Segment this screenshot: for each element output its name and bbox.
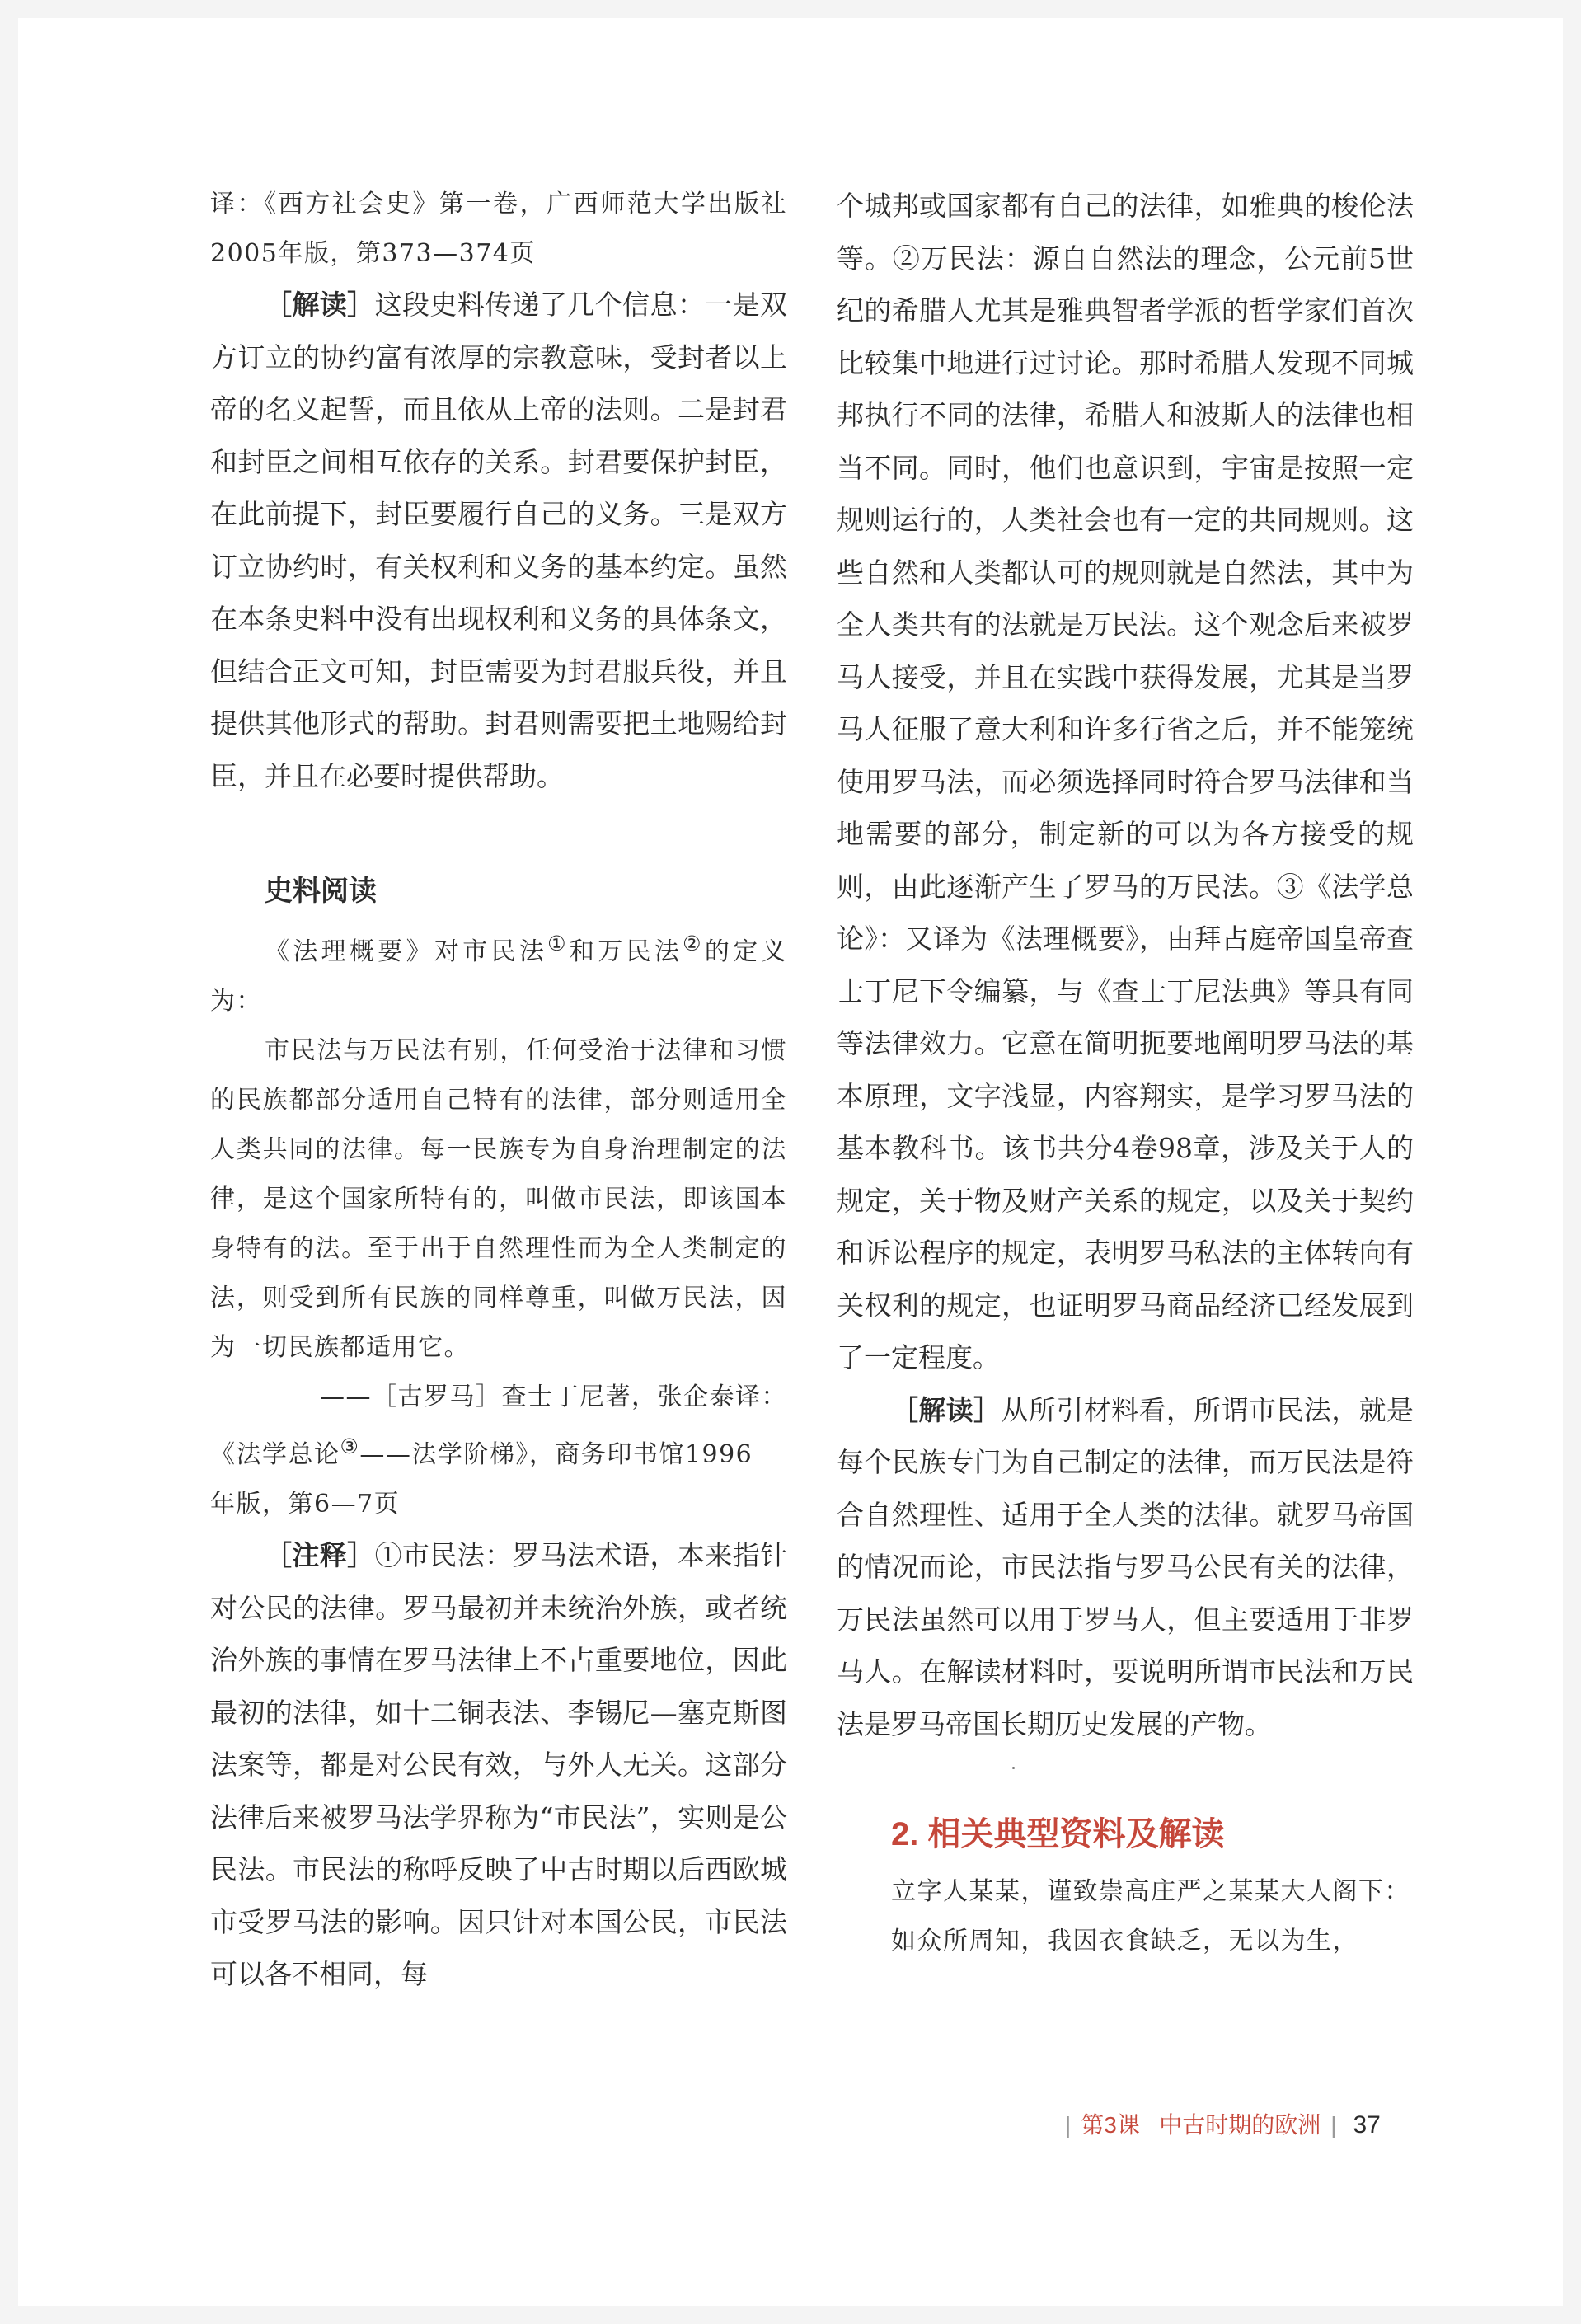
reading-intro <box>210 919 787 1026</box>
footer-lesson: 第3课 <box>1081 2112 1140 2138</box>
interpretation-text: 从所引材料看，所谓市民法，就是每个民族专门为自己制定的法律，而万民法是符合自然理性、适用于全人类的法律。就罗马帝国的情况而论，市民法指与罗马公民有关的法律，万民法虽然可以用于罗马人，但主要适用于非罗马人。在解读材料时，要说明所谓市民法和万民法是罗马帝国长期历史发展的产物。 <box>837 1393 1414 1740</box>
source-line-2 <box>210 1422 787 1480</box>
notes-paragraph <box>210 1529 787 2001</box>
interpretation-tag: ［解读］ <box>265 289 375 320</box>
source-line-3: 年版，第6—7页 <box>210 1490 401 1519</box>
notes-text: ①市民法：罗马法术语，本来指针对公民的法律。罗马最初并未统治外族，或者统治外族的事情在罗马法律上不占重要地位，因此最初的法律，如十二铜表法、李锡尼—塞克斯图法案等，都是对公民有效，与外人无关。这部分法律后来被罗马法学界称为“市民法”，实则是公民法。市民法的称呼反映了中古时期以后西欧城市受罗马法的影响。因只针对本国公民，市民法可以各不相同，每 <box>210 1539 788 1990</box>
section-heading-related-materials: 2. 相关典型资料及解读 <box>891 1816 1225 1852</box>
footnote-marker-2: ② <box>683 932 705 955</box>
source-line-1: ——［古罗马］查士丁尼著，张企泰译： <box>320 1383 787 1411</box>
page-footer <box>1055 2109 1381 2142</box>
interpretation-text: 这段史料传递了几个信息：一是双方订立的协约富有浓厚的宗教意味，受封者以上帝的名义起誓，而且依从上帝的法则。二是封君和封臣之间相互依存的关系。封君要保护封臣，在此前提下，封臣要履行自己的义务。三是双方订立协约时，有关权利和义务的基本约定。虽然在本条史料中没有出现权利和义务的具体条文，但结合正文可知，封臣需要为封君服兵役，并且提供其他形式的帮助。封君则需要把土地赐给封臣，并且在必要时提供帮助。 <box>210 289 788 792</box>
reading-intro-text: 的定义为： <box>210 937 788 1016</box>
reading-intro-text: 和万民法 <box>569 937 683 966</box>
left-column <box>210 180 787 2001</box>
footer-title: 中古时期的欧洲 <box>1159 2112 1321 2138</box>
interpretation-paragraph-2 <box>837 1384 1414 1751</box>
citation-continuation: 译：《西方社会史》第一卷，广西师范大学出版社2005年版，第373—374页 <box>210 190 787 268</box>
letter-body: 如众所周知，我因衣食缺乏，无以为生， <box>891 1927 1358 1955</box>
section-heading-source-reading: 史料阅读 <box>265 876 377 907</box>
source-title: ——法学阶梯》，商务印书馆1996 <box>359 1440 753 1469</box>
page-number: 37 <box>1353 2111 1381 2139</box>
interpretation-paragraph <box>210 279 787 802</box>
notes-continuation: 个城邦或国家都有自己的法律，如雅典的梭伦法等。②万民法：源自自然法的理念，公元前5世纪的希腊人尤其是雅典智者学派的哲学家们首次比较集中地进行过讨论。那时希腊人发现不同城邦执行不同的法律，希腊人和波斯人的法律也相当不同。同时，他们也意识到，宇宙是按照一定规则运行的，人类社会也有一定的共同规则。这些自然和人类都认可的规则就是自然法，其中为全人类共有的法就是万民法。这个观念后来被罗马人接受，并且在实践中获得发展，尤其是当罗马人征服了意大利和许多行省之后，并不能笼统使用罗马法，而必须选择同时符合罗马法律和当地需要的部分，制定新的可以为各方接受的规则，由此逐渐产生了罗马的万民法。③《法学总论》：又译为《法理概要》，由拜占庭帝国皇帝查士丁尼下令编纂，与《查士丁尼法典》等具有同等法律效力。它意在简明扼要地阐明罗马法的基本原理，文字浅显，内容翔实，是学习罗马法的基本教科书。该书共分4卷98章，涉及关于人的规定，关于物及财产关系的规定，以及关于契约和诉讼程序的规定，表明罗马私法的主体转向有关权利的规定，也证明罗马商品经济已经发展到了一定程度。 <box>837 190 1414 1373</box>
interpretation-tag: ［解读］ <box>891 1394 1002 1425</box>
right-column <box>837 180 1414 1966</box>
footnote-marker-3: ③ <box>340 1434 360 1458</box>
footer-separator: | <box>1330 2112 1337 2138</box>
footnote-marker-1: ① <box>547 932 570 955</box>
source-title: 《法学总论 <box>210 1440 340 1469</box>
print-speck <box>1012 1767 1015 1769</box>
notes-tag: ［注释］ <box>265 1540 375 1570</box>
reading-intro-text: 《法理概要》对市民法 <box>265 937 548 966</box>
letter-salutation: 立字人某某，谨致崇高庄严之某某大人阁下： <box>891 1877 1410 1906</box>
footer-separator: | <box>1065 2112 1072 2138</box>
quoted-passage: 市民法与万民法有别，任何受治于法律和习惯的民族都部分适用自己特有的法律，部分则适用全人类共同的法律。每一民族专为自身治理制定的法律，是这个国家所特有的，叫做市民法，即该国本身特有的法。至于出于自然理性而为全人类制定的法，则受到所有民族的同样尊重，叫做万民法，因为一切民族都适用它。 <box>210 1036 787 1362</box>
